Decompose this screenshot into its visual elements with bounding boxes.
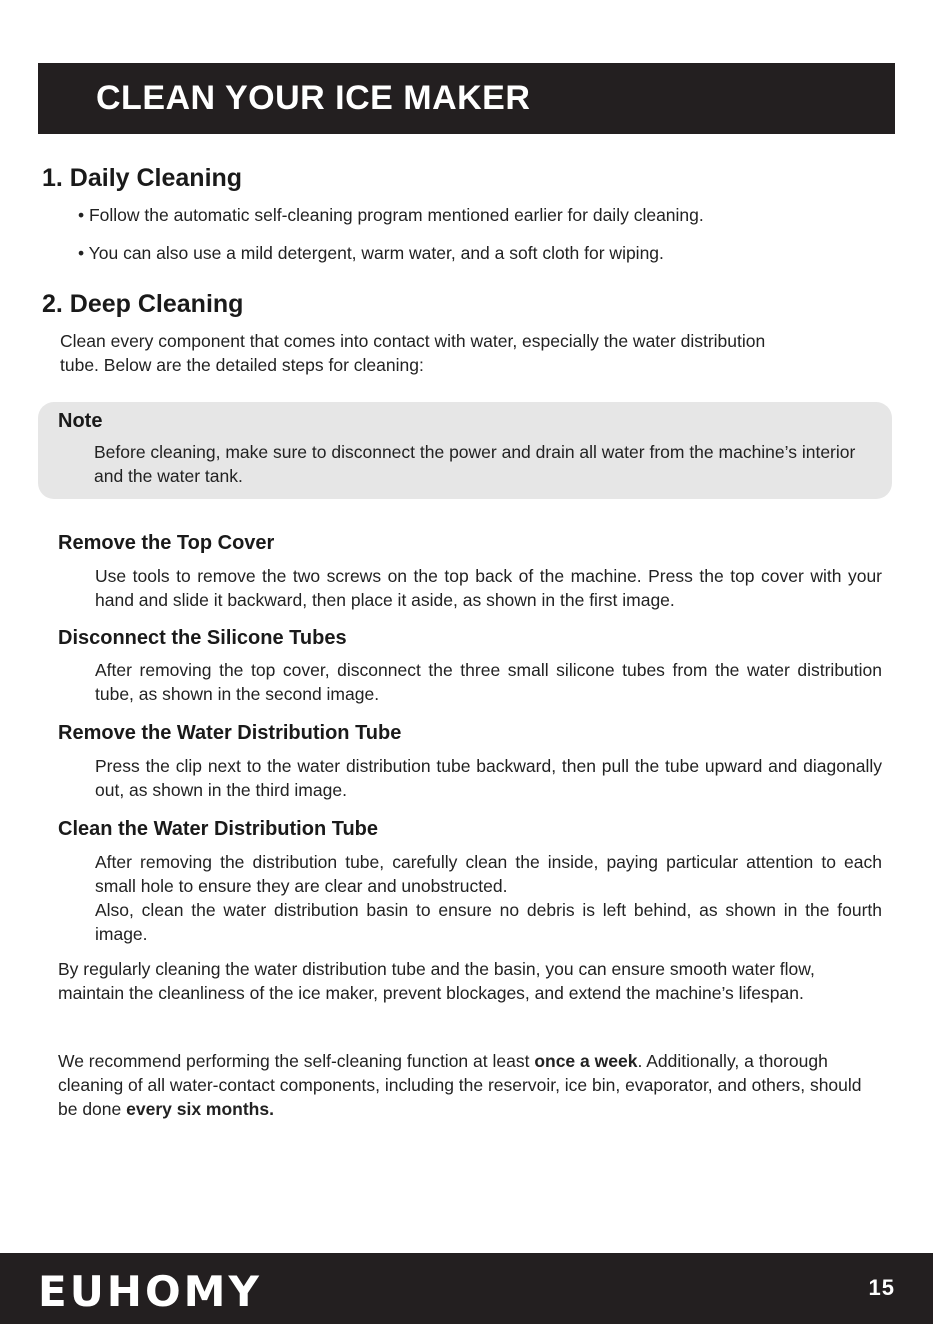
summary-paragraph: By regularly cleaning the water distribution tube and the basin, you can ensure smooth water flow, maintain the cleanliness of the ice maker, prevent blockages, and extend the machine’s lifespan.	[58, 959, 815, 1003]
recommend-bold-1: once a week	[534, 1051, 638, 1071]
page-number: 15	[868, 1275, 895, 1300]
step-2-title: Disconnect the Silicone Tubes	[58, 627, 347, 649]
note-text: Before cleaning, make sure to disconnect the power and drain all water from the machine’s interior and the water tank.	[94, 442, 856, 486]
step-4-text: After removing the distribution tube, carefully clean the inside, paying particular attention to each small hole to ensure they are clear and unobstructed.	[95, 852, 882, 896]
note-title: Note	[58, 410, 103, 432]
recommendation-paragraph	[58, 1049, 873, 1121]
brand-logo: EUHOMY	[38, 1267, 262, 1316]
note-box	[38, 402, 892, 499]
daily-bullet-2: • You can also use a mild detergent, warm water, and a soft cloth for wiping.	[78, 243, 664, 263]
step-1-text: Use tools to remove the two screws on the top back of the machine. Press the top cover with your hand and slide it backward, then place it aside, as shown in the first image.	[95, 566, 882, 610]
step-2-text: After removing the top cover, disconnect the three small silicone tubes from the water distribution tube, as shown in the second image.	[95, 660, 882, 704]
recommend-text-2: . Additionally, a thorough cleaning of all water-contact components, including the reservoir, ice bin, evaporator, and others, should be done	[58, 1051, 862, 1119]
page-title: CLEAN YOUR ICE MAKER	[96, 79, 531, 117]
step-3-title: Remove the Water Distribution Tube	[58, 722, 402, 744]
step-4-title: Clean the Water Distribution Tube	[58, 818, 379, 840]
footer-bar	[0, 1253, 933, 1324]
deep-cleaning-intro: Clean every component that comes into contact with water, especially the water distribution tube. Below are the detailed steps for cleaning:	[60, 331, 766, 375]
recommend-bold-2: every six months.	[126, 1099, 274, 1119]
step-3-text: Press the clip next to the water distribution tube backward, then pull the tube upward and diagonally out, as shown in the third image.	[95, 756, 882, 800]
recommend-text-1: We recommend performing the self-cleaning function at least	[58, 1051, 535, 1071]
title-banner	[38, 63, 895, 134]
daily-bullet-1: • Follow the automatic self-cleaning program mentioned earlier for daily cleaning.	[78, 205, 704, 225]
daily-cleaning-heading: 1. Daily Cleaning	[42, 164, 243, 192]
step-1-title: Remove the Top Cover	[58, 532, 275, 554]
deep-cleaning-heading: 2. Deep Cleaning	[42, 290, 244, 318]
step-4-text-2: Also, clean the water distribution basin to ensure no debris is left behind, as shown in the fourth image.	[95, 900, 882, 944]
